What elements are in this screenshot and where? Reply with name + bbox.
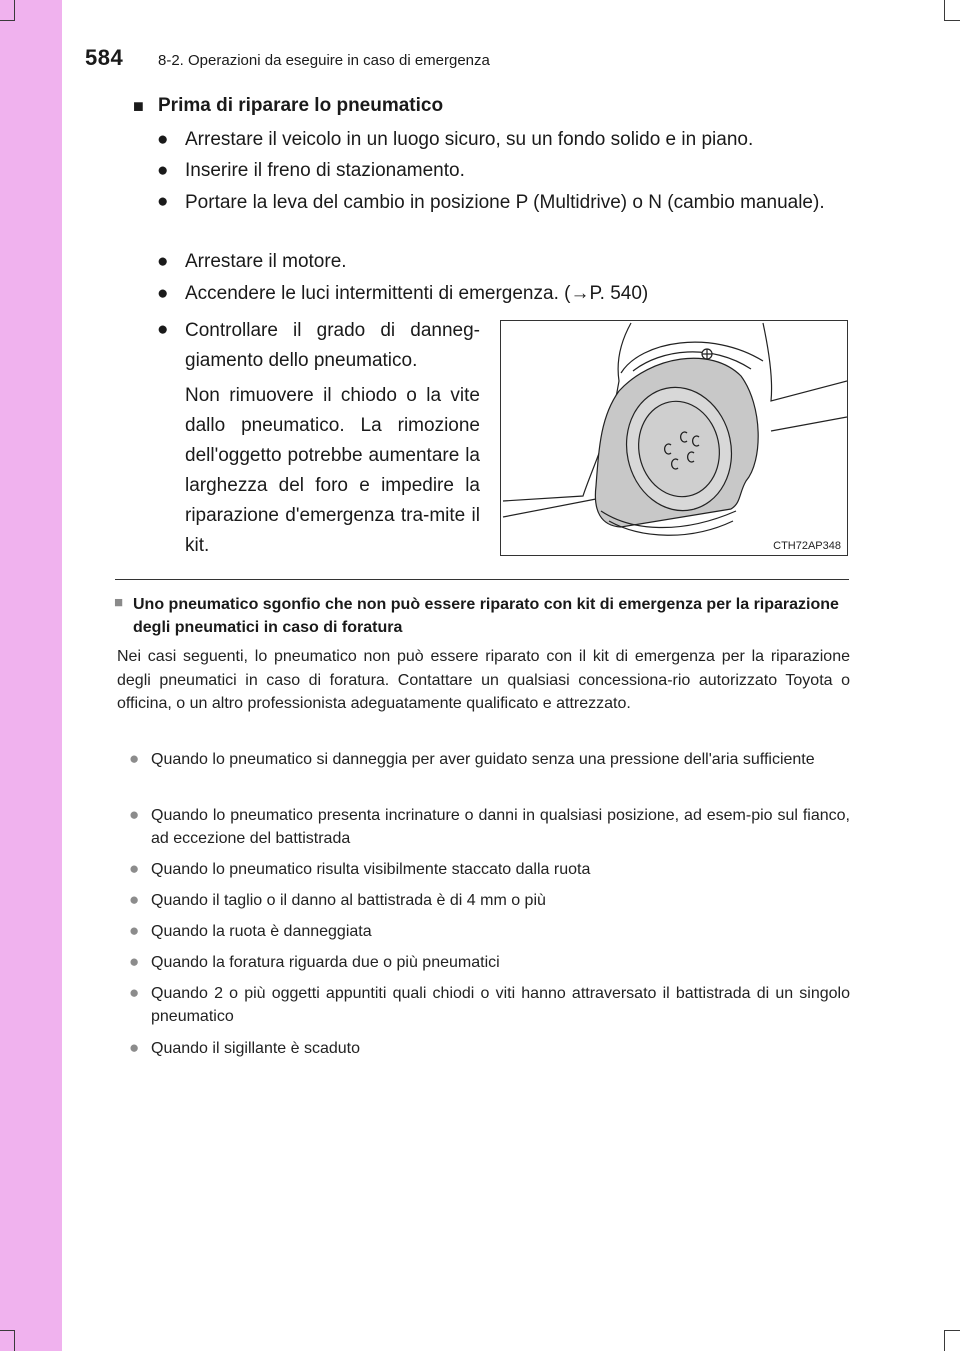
heading-square-icon: ■ [133, 96, 144, 116]
tire-illustration [500, 320, 848, 556]
crop-mark [14, 0, 15, 20]
crop-mark [14, 1330, 15, 1351]
list-item-text: Portare la leva del cambio in posizione P (Multidrive) o N (cambio manuale). [185, 192, 825, 213]
list-item-text: Accendere le luci intermittenti di emergenza. (→P. 540) [185, 283, 649, 304]
list-item [129, 748, 850, 771]
crop-mark [0, 20, 15, 21]
list-item-text: Controllare il grado di danneg-giamento dello pneumatico. [185, 320, 480, 371]
list-item-text: Quando 2 o più oggetti appuntiti quali chiodi o viti hanno attraversato il battistrada di un singolo pneumatico [151, 985, 850, 1025]
crop-mark [944, 20, 960, 21]
list-item-text: Quando il taglio o il danno al battistrada è di 4 mm o più [151, 892, 546, 909]
bullet-dot-icon: ● [129, 1038, 140, 1057]
list-item [157, 188, 843, 218]
list-item-text: Quando la ruota è danneggiata [151, 923, 372, 940]
heading-square-icon: ■ [114, 594, 124, 611]
list-item [129, 982, 850, 1028]
bullet-dot-icon: ● [157, 160, 169, 181]
list-item-text: Quando lo pneumatico risulta visibilmente staccato dalla ruota [151, 861, 591, 878]
damaged-tire-illustration [501, 321, 847, 555]
crop-mark [944, 0, 945, 20]
bullet-dot-icon: ● [129, 983, 140, 1002]
page-number: 584 [85, 45, 124, 70]
section-heading: Uno pneumatico sgonfio che non può essere riparato con kit di emergenza per la riparazione degli pneumatici in caso di foratura [133, 596, 839, 636]
divider [115, 579, 849, 580]
figure-code: CTH72AP348 [773, 540, 841, 552]
bullet-dot-icon: ● [129, 952, 140, 971]
list-item [129, 1037, 850, 1060]
list-item [129, 951, 850, 974]
bullet-dot-icon: ● [157, 283, 169, 304]
bullet-dot-icon: ● [129, 805, 140, 824]
list-item [129, 920, 850, 943]
list-item [129, 858, 850, 881]
crop-mark [944, 1330, 945, 1351]
list-item [157, 316, 480, 376]
list-item [129, 889, 850, 912]
bullet-dot-icon: ● [157, 129, 169, 150]
list-item-text: Arrestare il veicolo in un luogo sicuro, su un fondo solido e in piano. [185, 129, 754, 150]
paragraph: Nei casi seguenti, lo pneumatico non può essere riparato con il kit di emergenza per la riparazione degli pneumatici in caso di foratura. Contattare un qualsiasi concessiona-rio autorizzato Toyota o officina, o un altro professionista adeguatamente qualificato e attrezzato. [117, 648, 850, 712]
list-item [157, 157, 850, 185]
list-item-text: Inserire il freno di stazionamento. [185, 160, 465, 181]
bullet-dot-icon: ● [129, 859, 140, 878]
bullet-dot-icon: ● [157, 319, 169, 340]
bullet-dot-icon: ● [157, 251, 169, 272]
section-title: 8-2. Operazioni da eseguire in caso di emergenza [158, 52, 490, 69]
side-color-band [0, 0, 62, 1351]
list-item-text: Quando il sigillante è scaduto [151, 1040, 361, 1057]
list-item [129, 804, 850, 850]
list-item-text: Quando la foratura riguarda due o più pneumatici [151, 954, 500, 971]
list-item [157, 280, 850, 308]
bullet-dot-icon: ● [129, 749, 140, 768]
note-text: Non rimuovere il chiodo o la vite dallo pneumatico. La rimozione dell'oggetto potrebbe aumentare la larghezza del foro e impedire la riparazione d'emergenza tra-mite il kit. [185, 385, 480, 556]
bullet-dot-icon: ● [129, 890, 140, 909]
crop-mark [944, 1330, 960, 1331]
list-item-note [185, 381, 480, 561]
list-item [157, 126, 850, 154]
bullet-dot-icon: ● [129, 921, 140, 940]
bullet-dot-icon: ● [157, 191, 169, 212]
section-heading: Prima di riparare lo pneumatico [158, 95, 444, 116]
list-item [157, 248, 850, 276]
list-item-text: Quando lo pneumatico presenta incrinature o danni in qualsiasi posizione, ad esem-pio sul fianco, ad eccezione del battistrada [151, 807, 850, 847]
crop-mark [0, 1330, 15, 1331]
list-item-text: Arrestare il motore. [185, 251, 347, 272]
list-item-text: Quando lo pneumatico si danneggia per aver guidato senza una pressione dell'aria sufficiente [151, 751, 815, 768]
